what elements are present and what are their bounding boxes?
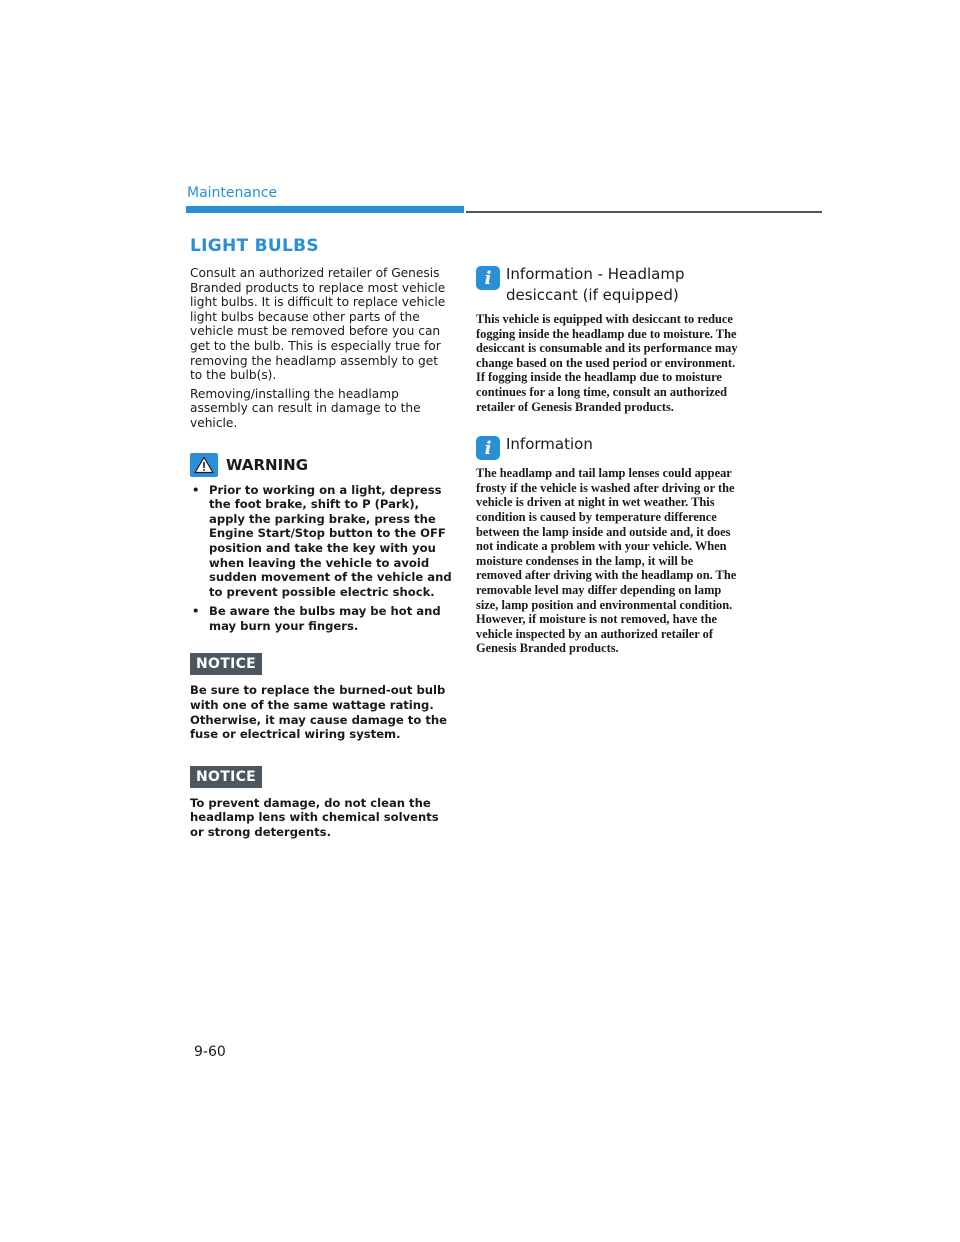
body-paragraph: Consult an authorized retailer of Genesis Branded products to replace most vehicle light bulbs. It is difficult to replace vehicle light bulbs because other parts of the vehicle must be removed before you can get to the bulb. This is especially true for removing the headlamp assembly to get to the bulb(s). — [190, 266, 446, 383]
notice-badge: NOTICE — [190, 766, 262, 788]
warning-title: WARNING — [226, 455, 309, 474]
info-text: This vehicle is equipped with desiccant to reduce fogging inside the headlamp due to moisture. The desiccant is consumable and its performance may change based on the used period or environment. If fogging inside the headlamp due to moisture continues for a long time, consult an authorized retailer of Genesis Branded products. — [476, 312, 738, 414]
warning-header — [190, 453, 452, 477]
notice-text: Be sure to replace the burned-out bulb with one of the same wattage rating. Otherwise, it may cause damage to the fuse or electrical wiring system. — [190, 683, 447, 742]
info-title-line: desiccant (if equipped) — [506, 286, 679, 304]
info-title-line: Information - Headlamp — [506, 265, 685, 283]
warning-item: • Be aware the bulbs may be hot and may burn your fingers. — [190, 604, 452, 633]
page-number: 9-60 — [194, 1044, 226, 1060]
info-box-desiccant — [476, 264, 738, 414]
notice-badge: NOTICE — [190, 653, 262, 675]
info-box-frost — [476, 434, 738, 656]
info-title: Information — [506, 435, 593, 454]
section-header-title: Maintenance — [187, 185, 278, 201]
info-text: The headlamp and tail lamp lenses could appear frosty if the vehicle is washed after driving or the vehicle is driven at night in wet weather. This condition is caused by temperature difference between the lamp inside and outside and, it does not indicate a problem with your vehicle. When moisture condenses in the lamp, it will be removed after driving with the headlamp on. The removable level may differ depending on lamp size, lamp position and environmental condition. However, if moisture is not removed, have the vehicle inspected by an authorized retailer of Genesis Branded products. — [476, 466, 737, 656]
info-title — [506, 264, 685, 306]
info-icon: i — [476, 436, 500, 460]
left-column — [190, 236, 452, 840]
body-paragraph: Removing/installing the headlamp assembly can result in damage to the vehicle. — [190, 386, 421, 430]
right-column — [476, 264, 738, 656]
notice-block — [190, 653, 452, 741]
warning-list — [190, 483, 452, 634]
info-header — [476, 434, 738, 460]
header-rule — [466, 211, 822, 213]
notice-block — [190, 766, 452, 840]
warning-triangle-icon — [190, 453, 218, 477]
section-title-light-bulbs: LIGHT BULBS — [190, 236, 319, 256]
warning-item: • Prior to working on a light, depress the foot brake, shift to P (Park), apply the parking brake, press the Engine Start/Stop button to the OFF position and take the key with you when leaving the vehicle to avoid sudden movement of the vehicle and to prevent possible electric shock. — [190, 483, 452, 600]
info-header — [476, 264, 738, 306]
info-icon: i — [476, 266, 500, 290]
header-accent-bar — [186, 206, 464, 213]
notice-text: To prevent damage, do not clean the headlamp lens with chemical solvents or strong detergents. — [190, 795, 439, 840]
